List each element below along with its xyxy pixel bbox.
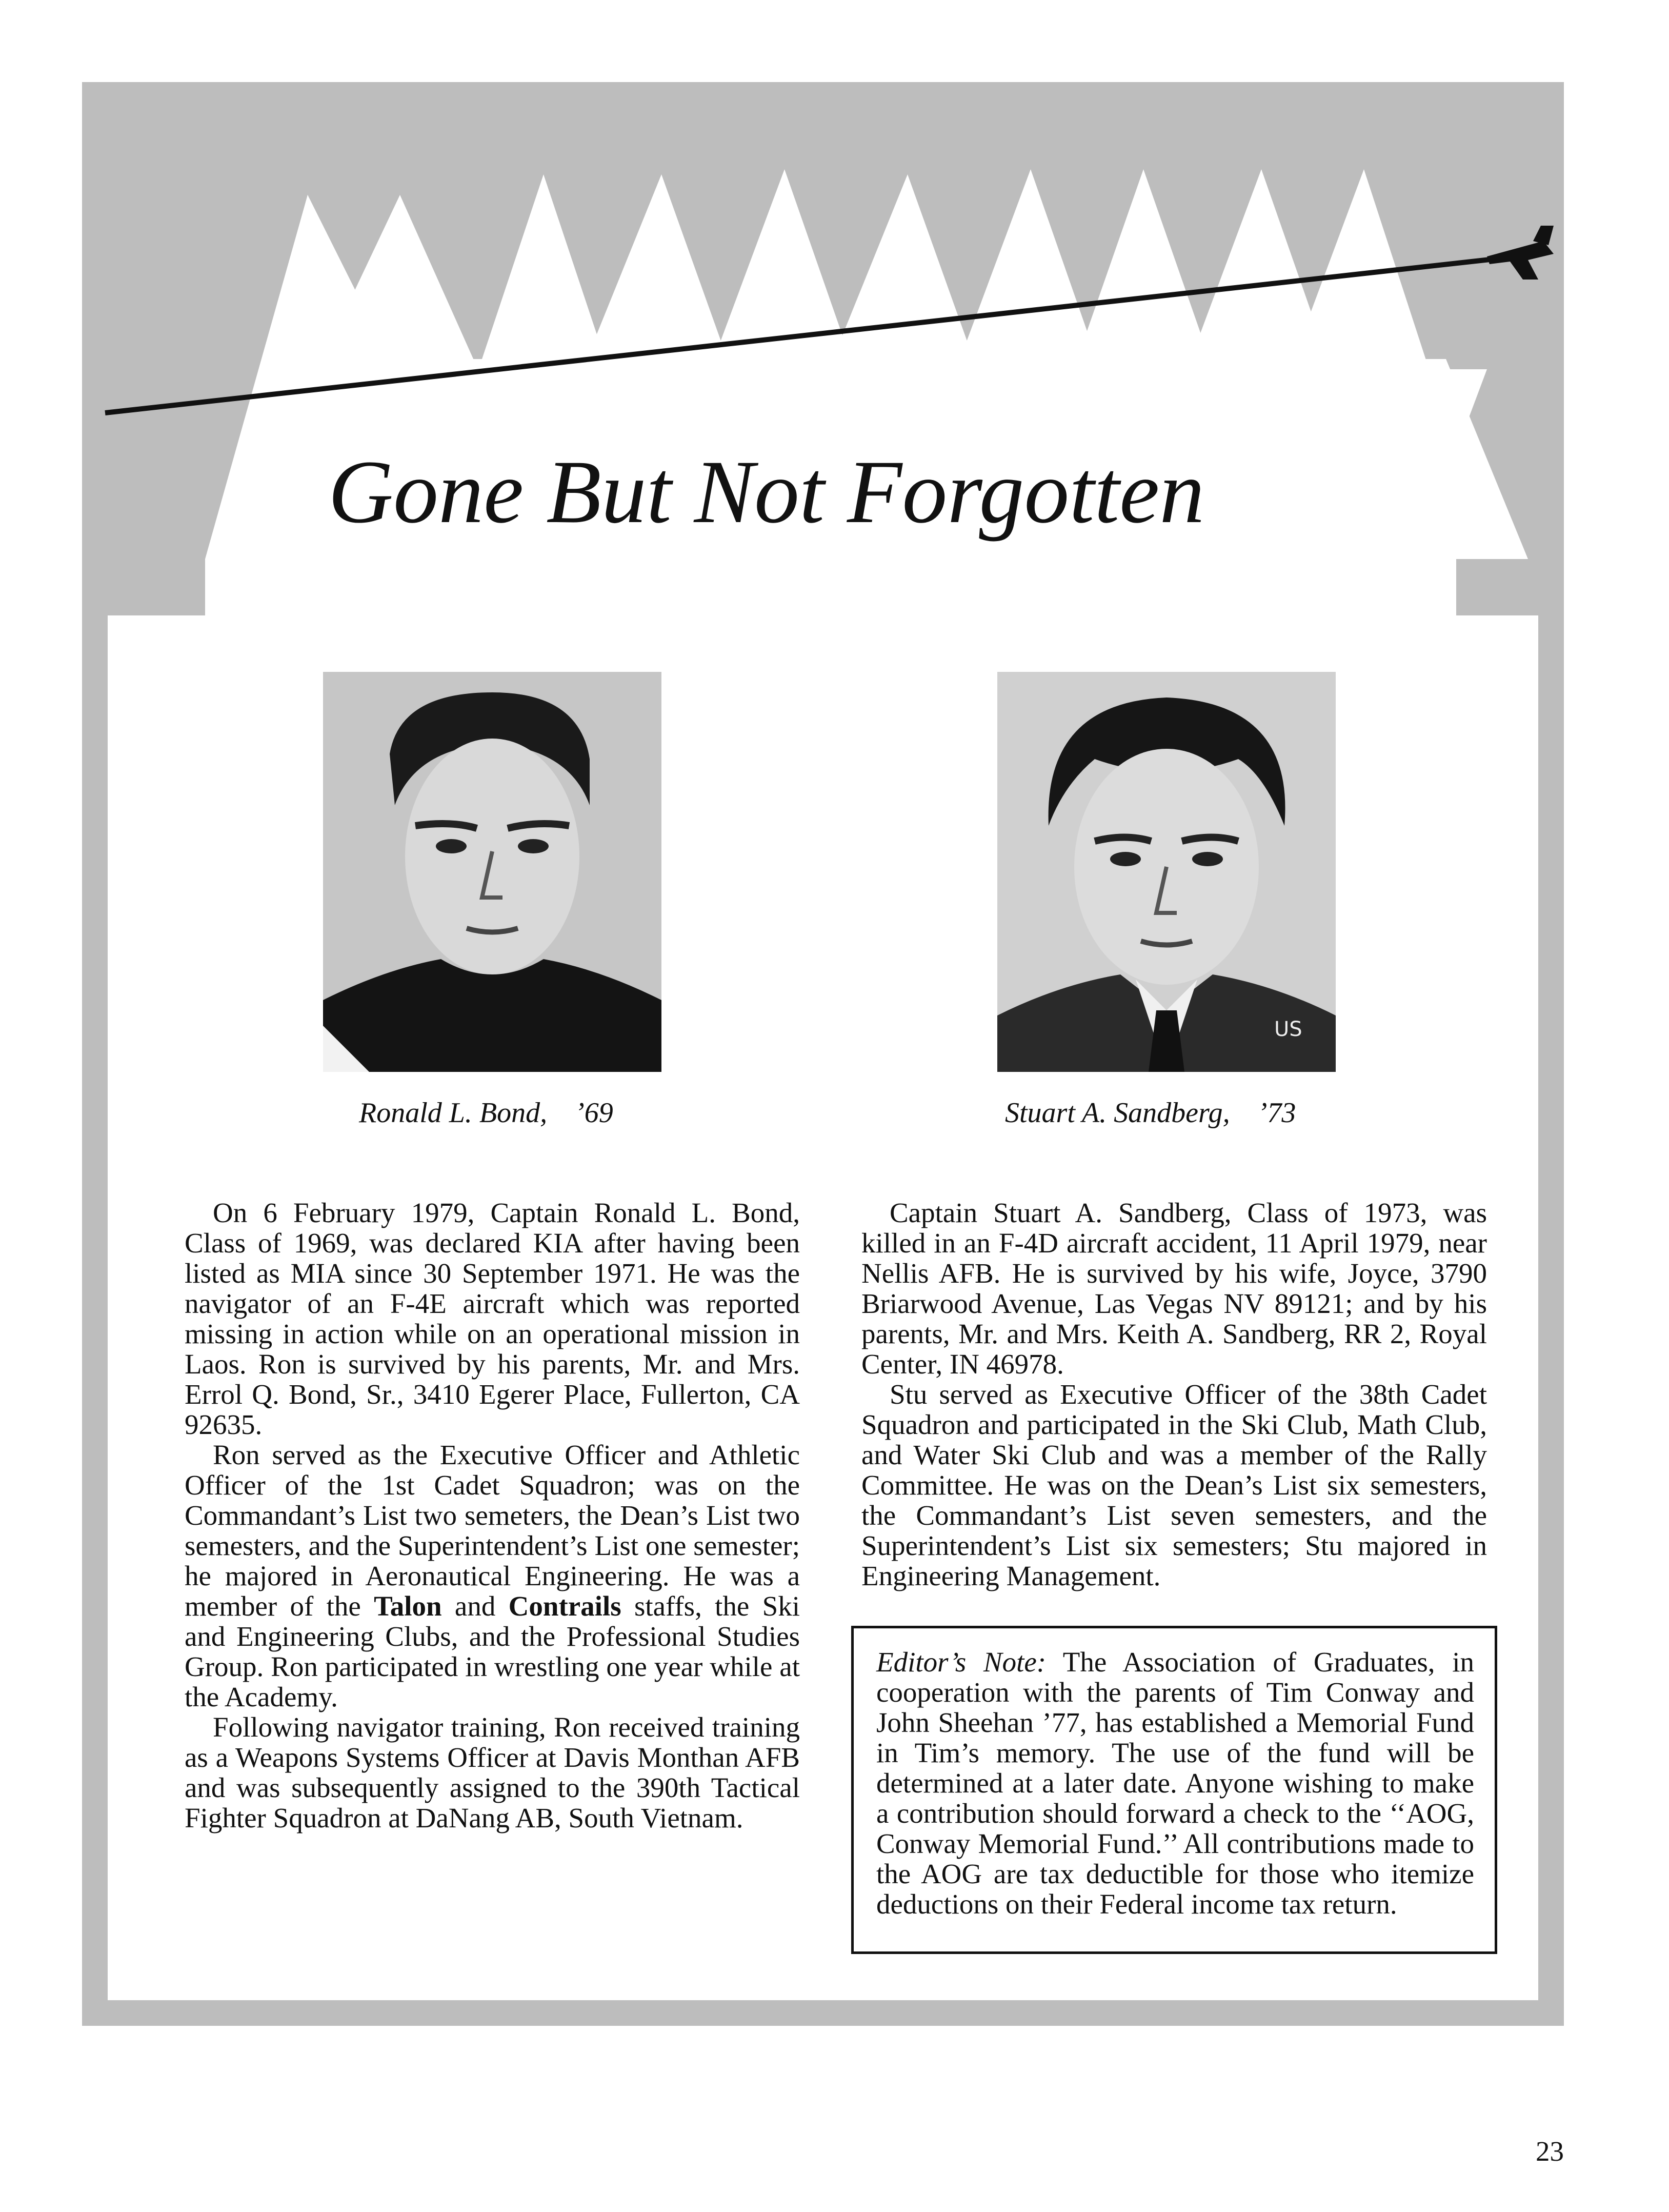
frame-left-border	[82, 554, 108, 2026]
sandberg-article	[861, 1198, 1487, 1591]
frame-right-border	[1538, 554, 1564, 2026]
contrails-publication: Contrails	[508, 1590, 621, 1622]
editors-note-box	[851, 1626, 1497, 1954]
portrait-ronald-bond	[323, 672, 661, 1072]
editors-note-label: Editor’s Note:	[876, 1646, 1047, 1678]
caption-name: Stuart A. Sandberg,	[1005, 1097, 1230, 1129]
portrait-stuart-sandberg-image	[997, 672, 1336, 1072]
bond-paragraph-2: Ron served as the Executive Officer and Athletic Officer of the 1st Cadet Squadron; was on the Commandant’s List two semeters, the Dean’s List two semesters, and the Superintendent’s List one semester; he majored in Aeronautical Engineering. He was a member of the Talon and Contrails staffs, the Ski and Engineering Clubs, and the Professional Studies Group. Ron participated in wrestling one year while at the Academy.	[185, 1439, 800, 1712]
sandberg-paragraph-2: Stu served as Executive Officer of the 38th Cadet Squadron and participated in the Ski Club, Math Club, and Water Ski Club and was a member of the Rally Committee. He was on the Dean’s List six semesters, the Commandant’s List seven semesters, and the Superintendent’s List six semesters; Stu majored in Engineering Management.	[861, 1379, 1487, 1591]
bond-paragraph-3: Following navigator training, Ron received training as a Weapons Systems Officer at Davis Monthan AFB and was subsequently assigned to the 390th Tactical Fighter Squadron at DaNang AB, South Vietnam.	[185, 1711, 800, 1834]
portrait-ronald-bond-image	[323, 672, 661, 1072]
uniform-insignia: US	[1274, 1018, 1302, 1041]
caption-class-year: ’69	[575, 1097, 613, 1129]
bond-article	[185, 1198, 800, 1833]
caption-class-year: ’73	[1257, 1097, 1296, 1129]
caption-name: Ronald L. Bond,	[359, 1097, 548, 1129]
bond-paragraph-1: On 6 February 1979, Captain Ronald L. Bond, Class of 1969, was declared KIA after having been listed as MIA since 30 September 1971. He was the navigator of an F-4E aircraft which was reported missing in action while on an operational mission in Laos. Ron is survived by his parents, Mr. and Mrs. Errol Q. Bond, Sr., 3410 Egerer Place, Fullerton, CA 92635.	[185, 1197, 800, 1440]
caption-ronald-bond	[359, 1092, 667, 1133]
caption-stuart-sandberg	[1005, 1092, 1364, 1133]
talon-publication: Talon	[374, 1590, 442, 1622]
frame-bottom-border	[82, 2000, 1564, 2026]
editors-note-text: The Association of Graduates, in cooperation with the parents of Tim Conway and John Sheehan ’77, has established a Memorial Fund in Tim’s memory. The use of the fund will be determined at a later date. Anyone wishing to make a contribution should forward a check to the ‘‘AOG, Conway Memorial Fund.’’ All contributions made to the AOG are tax deductible for those who itemize deductions on their Federal income tax return.	[876, 1646, 1474, 1920]
portrait-stuart-sandberg	[997, 672, 1336, 1072]
page-number: 23	[1536, 2136, 1564, 2167]
sandberg-paragraph-1: Captain Stuart A. Sandberg, Class of 1973, was killed in an F-4D aircraft accident, 11 April 1979, near Nellis AFB. He is survived by his wife, Joyce, 3790 Briarwood Avenue, Las Vegas NV 89121; and by his parents, Mr. and Mrs. Keith A. Sandberg, RR 2, Royal Center, IN 46978.	[861, 1197, 1487, 1380]
page-title: Gone But Not Forgotten	[328, 442, 1205, 542]
